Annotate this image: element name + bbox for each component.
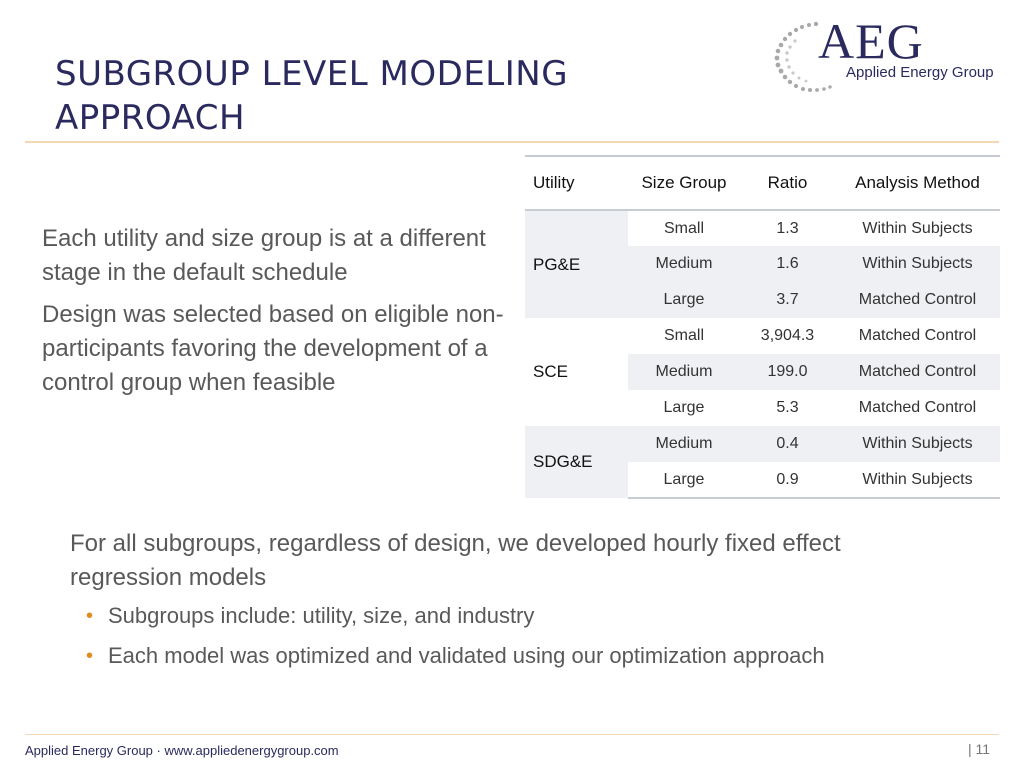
ratio-cell: 5.3 [776,399,799,416]
logo-subtitle: Applied Energy Group [846,64,994,81]
size-cell: Medium [628,246,740,282]
left-text-block [42,222,517,400]
ratio-cell: 1.3 [776,219,799,237]
bullet-item [70,641,930,671]
ratio-cell: 0.9 [740,462,835,498]
logo-mark: AEG [818,13,924,69]
method-cell: Matched Control [858,327,977,344]
utility-cell-pge: PG&E [525,210,628,318]
ratio-cell: 1.6 [740,246,835,282]
footer-company-link[interactable]: Applied Energy Group · www.appliedenergygroup.com [25,743,339,758]
size-cell: Medium [628,426,740,462]
table-header-row [525,156,1000,210]
header-ratio: Ratio [740,156,835,210]
header-utility: Utility [525,156,628,210]
method-cell: Matched Control [835,282,1000,318]
aeg-logo [768,13,1018,96]
slide-title [55,52,695,140]
bullet-dot-icon: • [86,645,94,667]
method-cell: Matched Control [835,354,1000,390]
bullet-item [70,601,930,631]
analysis-table [525,155,1000,499]
bottom-main-paragraph: For all subgroups, regardless of design, we developed hourly fixed effect regression models [70,530,841,591]
header-analysis-method: Analysis Method [835,156,1000,210]
slide-title-line2: APPROACH [55,98,246,138]
left-paragraph-2: Design was selected based on eligible non-participants favoring the development of a control group when feasible [42,301,504,396]
bullet-list [70,601,930,671]
method-cell: Within Subjects [835,246,1000,282]
ratio-cell: 199.0 [740,354,835,390]
bullet-dot-icon: • [86,605,94,627]
ratio-cell: 0.4 [740,426,835,462]
method-cell: Within Subjects [835,426,1000,462]
slide-title-line1: SUBGROUP LEVEL MODELING [55,54,569,94]
method-cell: Within Subjects [862,219,973,237]
bottom-text-block [70,527,930,681]
table-row [525,426,1000,462]
table-row [525,210,1000,246]
size-cell: Large [663,399,705,416]
bullet-text: Subgroups include: utility, size, and industry [108,603,535,628]
page-number: | 11 [968,741,991,757]
bullet-text: Each model was optimized and validated using our optimization approach [108,643,825,668]
table-row [525,318,1000,354]
footer-divider [25,734,999,735]
header-size-group: Size Group [628,156,740,210]
size-cell: Small [663,327,704,344]
size-cell: Large [628,282,740,318]
left-paragraph-1: Each utility and size group is at a different stage in the default schedule [42,225,486,286]
header-divider [25,141,999,143]
method-cell: Matched Control [858,399,977,416]
size-cell: Large [628,462,740,498]
ratio-cell: 3,904.3 [760,327,815,344]
size-cell: Small [663,219,704,237]
ratio-cell: 3.7 [740,282,835,318]
utility-cell-sce: SCE [525,318,628,426]
utility-cell-sdge: SDG&E [525,426,628,498]
method-cell: Within Subjects [835,462,1000,498]
size-cell: Medium [628,354,740,390]
